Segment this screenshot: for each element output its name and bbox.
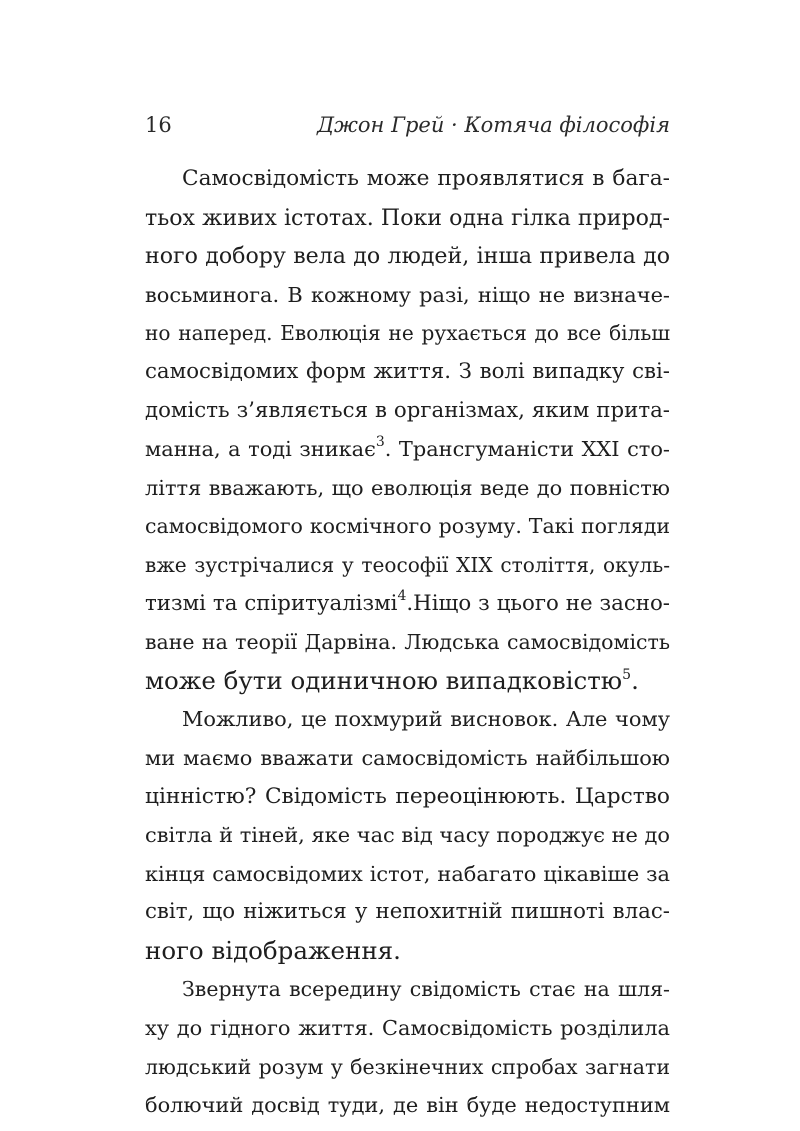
page-header [145,113,670,143]
text-line: ване на теорії Дарвіна. Людська самосвідомість [145,630,670,655]
paragraph [145,970,670,1124]
text-line: ного відображення. [145,935,401,965]
text-line: самосвідомого космічного розуму. Такі погляди [145,514,670,539]
text-line: вже зустрічалися у теософії XIX століття, окуль- [145,552,670,577]
text-line: ного добору вела до людей, інша привела до [145,243,670,270]
text-line: манна, а тоді зникає$^3$. Трансгуманісти XXI сто- [145,434,670,462]
text-line: ліття вважають, що еволюція веде до повністю [145,475,670,500]
text-line: болючий досвід туди, де він буде недоступним [145,1093,670,1118]
text-line: самосвідомих форм життя. З волі випадку сві- [145,358,670,384]
text-line: людський розум у безкінечних спробах загнати [145,1054,670,1079]
footnote-ref-5: 5 [622,666,632,683]
paragraph [145,700,670,970]
text-line: ху до гідного життя. Самосвідомість розділила [145,1016,670,1041]
text-line: Можливо, це похмурий висновок. Але чому [182,707,670,732]
text-line: світла й тіней, яке час від часу породжує не до [145,823,670,848]
paragraph [145,160,670,700]
page-number: 16 [145,113,172,137]
footnote-ref-3: 3 [375,434,385,451]
text-line: може бути одиничною випадковістю$^5$. [145,665,639,695]
body-text [145,160,670,1125]
footnote-ref-4: 4 [397,587,407,604]
text-line: Звернута всередину свідомість стає на шля- [182,977,670,1002]
text-line: кінця самосвідомих істот, набагато цікавіше за [145,861,670,886]
text-line: світ, що ніжиться у непохитній пишноті влас- [145,899,670,925]
text-line: цінністю? Свідомість переоцінюють. Царство [145,783,670,809]
text-line: Самосвідомість може проявлятися в бага- [182,166,670,191]
text-line: домість з’являється в організмах, яким прита- [145,397,670,423]
running-title: Джон Грей · Котяча філософія [316,113,670,137]
text-line: тьох живих істотах. Поки одна гілка природ- [145,204,670,231]
text-line: но наперед. Еволюція не рухається до все більш [145,321,670,346]
text-line: восьминога. В кожному разі, ніщо не визначе- [145,282,670,307]
text-line: тизмі та спіритуалізмі$^4$.Ніщо з цього не засно- [145,587,670,616]
text-line: ми маємо вважати самосвідомість найбільшою [145,745,670,770]
